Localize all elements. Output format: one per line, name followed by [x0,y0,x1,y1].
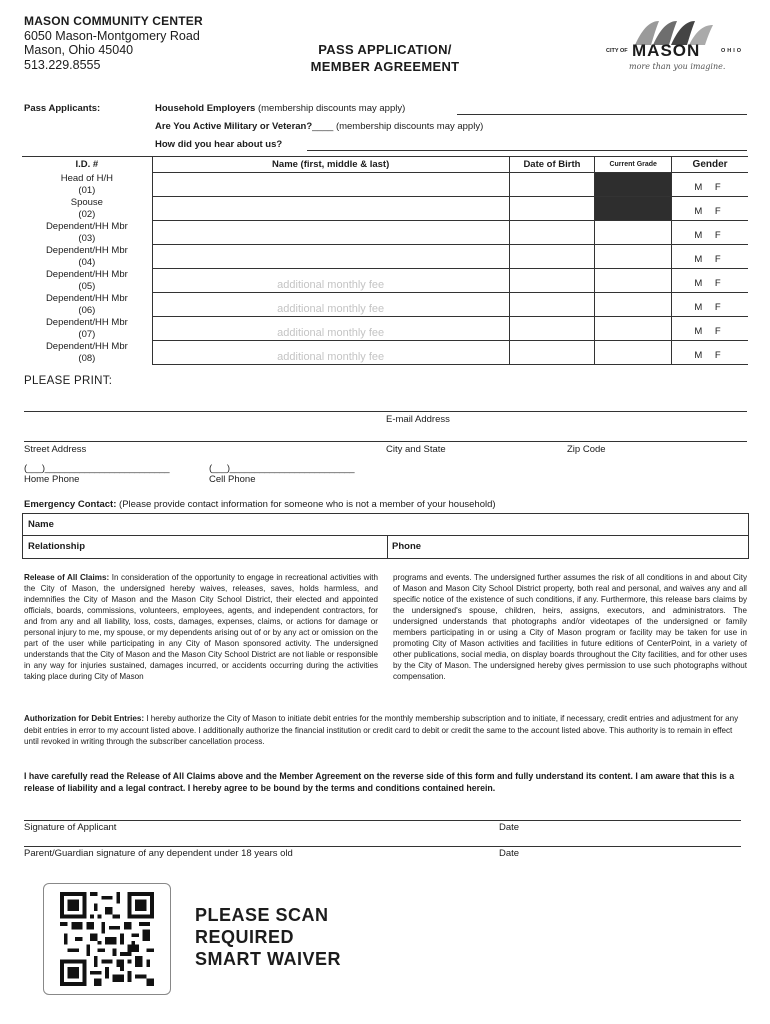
member-id: (07) [78,328,96,340]
logo-state: OHIO [721,48,744,54]
guardian-signature-line[interactable] [24,846,741,847]
qr-code-icon[interactable] [56,892,158,986]
address-line[interactable] [24,441,747,442]
emergency-divider [23,535,748,536]
member-gender-field[interactable]: M F [672,221,748,245]
guardian-date-label: Date [499,848,520,859]
header-dob: Date of Birth [509,157,595,173]
member-grade-field[interactable] [595,293,672,317]
member-role: Dependent/HH Mbr [45,269,128,280]
agreement-statement: I have carefully read the Release of All Claims above and the Member Agreement on the reverse side of this form and fully understand its content. I am aware that this is a release of liability and a legal contract. I hereby agree to be bound by the terms and conditions contained herein. [24,771,735,793]
member-id: (06) [78,304,96,316]
header-name: Name (first, middle & last) [152,157,509,173]
member-id-cell [22,293,152,317]
home-phone-field[interactable]: (___)_________________________ [24,463,170,474]
member-gender-field[interactable]: M F [672,317,748,341]
member-id: (03) [78,232,96,244]
member-name-field[interactable] [152,173,509,197]
scan-line3: SMART WAIVER [195,949,342,969]
table-row [22,317,748,341]
scan-waiver-callout [195,904,341,970]
member-grade-field[interactable] [595,317,672,341]
debit-title: Authorization for Debit Entries: [24,714,145,723]
member-role: Dependent/HH Mbr [45,245,128,256]
applicant-date-label: Date [499,822,520,833]
guardian-signature-label: Parent/Guardian signature of any dependent under 18 years old [24,848,293,859]
release-text-2: programs and events. The undersigned further assumes the risk of all conditions in and about City of Mason and Mason City School District property, both real and personal, and waives any and all specific notice of the existence of such conditions, if any. Furthermore, this release bars claims by the undersigned's spouse, children, heirs, assigns, executors, and administrators. The undersigned understands that photographs and/or videotapes of the undersigned or family members participating in or using a City of Mason program or facility may be taken for use in promoting City of Mason activities and facilities in future editions of CenterPoint, in a variety of other publications, social media, on display boards throughout the City facilities, and for other uses by the City of Mason. The undersigned hereby gives permission to use such photographs without compensation. [393,573,747,681]
member-id-cell [22,197,152,221]
member-name-field[interactable] [152,221,509,245]
member-name-field[interactable] [152,245,509,269]
cell-phone-label: Cell Phone [209,474,256,485]
form-title [250,41,520,75]
member-name-field[interactable]: additional monthly fee [152,269,509,293]
member-grade-field[interactable] [595,341,672,365]
member-role: Dependent/HH Mbr [45,317,128,328]
scan-line1: PLEASE SCAN [195,905,329,925]
form-title-line1: PASS APPLICATION/ [318,42,452,57]
table-header-row [22,157,748,173]
table-row [22,173,748,197]
member-id-cell [22,221,152,245]
member-gender-field[interactable]: M F [672,245,748,269]
org-address-line1: 6050 Mason-Montgomery Road [24,28,200,43]
emergency-contact-label: Emergency Contact: [24,499,117,510]
member-dob-field[interactable] [509,293,595,317]
member-id: (04) [78,256,96,268]
org-address-line2: Mason, Ohio 45040 [24,43,134,57]
member-dob-field[interactable] [509,197,595,221]
city-state-label: City and State [386,444,446,455]
release-column-1 [24,572,378,682]
table-row [22,197,748,221]
member-gender-field[interactable]: M F [672,293,748,317]
military-note: (membership discounts may apply) [335,121,484,132]
pass-applicants-label: Pass Applicants: [24,103,101,114]
member-gender-field[interactable]: M F [672,341,748,365]
member-grade-shaded [595,197,672,221]
member-name-field[interactable] [152,197,509,221]
debit-text: I hereby authorize the City of Mason to initiate debit entries for the monthly membership subscription and to initiate, if necessary, credit entries and adjustment for any debit entries in error to my account listed above. I additionally authorize the financial institution or credit card to debit or credit the same to the account listed above. This authority is to remain in effect until revoked in writing through the subscriber cancellation process. [24,714,739,746]
city-of-mason-logo [603,17,753,77]
member-role: Head of H/H [60,173,113,184]
emergency-phone-label: Phone [392,541,422,552]
release-column-2 [393,572,747,682]
member-grade-field[interactable] [595,221,672,245]
hear-about-field[interactable] [307,150,747,151]
member-grade-shaded [595,173,672,197]
header-grade: Current Grade [595,157,672,173]
table-row [22,269,748,293]
emergency-contact-note: (Please provide contact information for someone who is not a member of your household) [119,499,496,510]
org-name: MASON COMMUNITY CENTER [24,14,203,28]
member-gender-field[interactable]: M F [672,269,748,293]
household-employers-note: (membership discounts may apply) [257,103,406,114]
cell-phone-field[interactable]: (___)_________________________ [209,463,355,474]
military-label: Are You Active Military or Veteran? [155,121,313,132]
member-id-cell [22,173,152,197]
member-grade-field[interactable] [595,269,672,293]
member-dob-field[interactable] [509,341,595,365]
member-dob-field[interactable] [509,245,595,269]
member-role: Dependent/HH Mbr [45,293,128,304]
scan-line2: REQUIRED [195,927,295,947]
emergency-contact-box [22,513,749,559]
member-grade-field[interactable] [595,245,672,269]
emergency-contact-row [24,499,496,510]
applicant-signature-line[interactable] [24,820,741,821]
debit-authorization [24,713,746,748]
emergency-relationship-label: Relationship [28,541,86,552]
member-id-cell [22,245,152,269]
release-title: Release of All Claims: [24,573,110,582]
household-members-table [22,156,748,365]
emergency-name-label: Name [28,519,54,530]
member-role: Spouse [70,197,103,208]
org-phone: 513.229.8555 [24,57,101,72]
member-dob-field[interactable] [509,173,595,197]
household-employers-row [155,103,405,114]
table-row [22,341,748,365]
street-label: Street Address [24,444,87,455]
member-dob-field[interactable] [509,269,595,293]
member-name-field[interactable]: additional monthly fee [152,317,509,341]
release-text-1: In consideration of the opportunity to engage in recreational activities with the City of Mason, the undersigned hereby waives, releases, saves, holds harmless, and indemnifies the City of Mason and the Mason City School District, their elected and appointed officials, boards, commissions, volunteers, employees, agents, and independent contractors, for and from any and all liability, loss, costs, damages, expenses, claims, or actions for damage or personal injury to me, my spouse, or my dependents arising out of or by any act or omission on the part of the user while participating in any City of Mason sponsored activity. The undersigned understands that the City of Mason and the Mason City School District are not liable or responsible in any way for injuries sustained, damages incurred, or accidents occurring during the activities taking place during City of Mason [24,573,379,681]
logo-tagline: more than you imagine. [629,62,726,71]
member-name-field[interactable]: additional monthly fee [152,341,509,365]
military-blank[interactable]: ____ [312,121,334,132]
hear-about-label: How did you hear about us? [155,139,283,150]
household-employers-field[interactable] [457,114,747,115]
form-title-line2: MEMBER AGREEMENT [310,59,460,74]
member-name-field[interactable]: additional monthly fee [152,293,509,317]
qr-code-frame [43,883,171,995]
email-label: E-mail Address [386,414,450,425]
org-address-block [24,14,203,72]
emergency-column-divider [387,535,388,558]
zip-label: Zip Code [567,444,606,455]
member-id-cell [22,269,152,293]
military-row [155,121,483,132]
member-gender-field[interactable]: M F [672,173,748,197]
member-id: (08) [78,352,96,364]
table-row [22,293,748,317]
logo-name: MASON [632,41,701,60]
member-id: (05) [78,280,96,292]
member-id-cell [22,317,152,341]
table-row [22,245,748,269]
member-role: Dependent/HH Mbr [45,221,128,232]
full-name-line[interactable] [24,411,747,412]
table-row [22,221,748,245]
header-id: I.D. # [22,157,152,173]
logo-city-of: CITY OF [606,48,628,54]
member-dob-field[interactable] [509,221,595,245]
please-print-label: PLEASE PRINT: [24,375,113,387]
member-id: (02) [78,208,96,220]
member-dob-field[interactable] [509,317,595,341]
home-phone-label: Home Phone [24,474,80,485]
header-gender: Gender [672,157,748,173]
member-id: (01) [78,184,96,196]
member-role: Dependent/HH Mbr [45,341,128,352]
household-employers-label: Household Employers [155,103,256,114]
applicant-signature-label: Signature of Applicant [24,822,117,833]
member-gender-field[interactable]: M F [672,197,748,221]
member-id-cell [22,341,152,365]
